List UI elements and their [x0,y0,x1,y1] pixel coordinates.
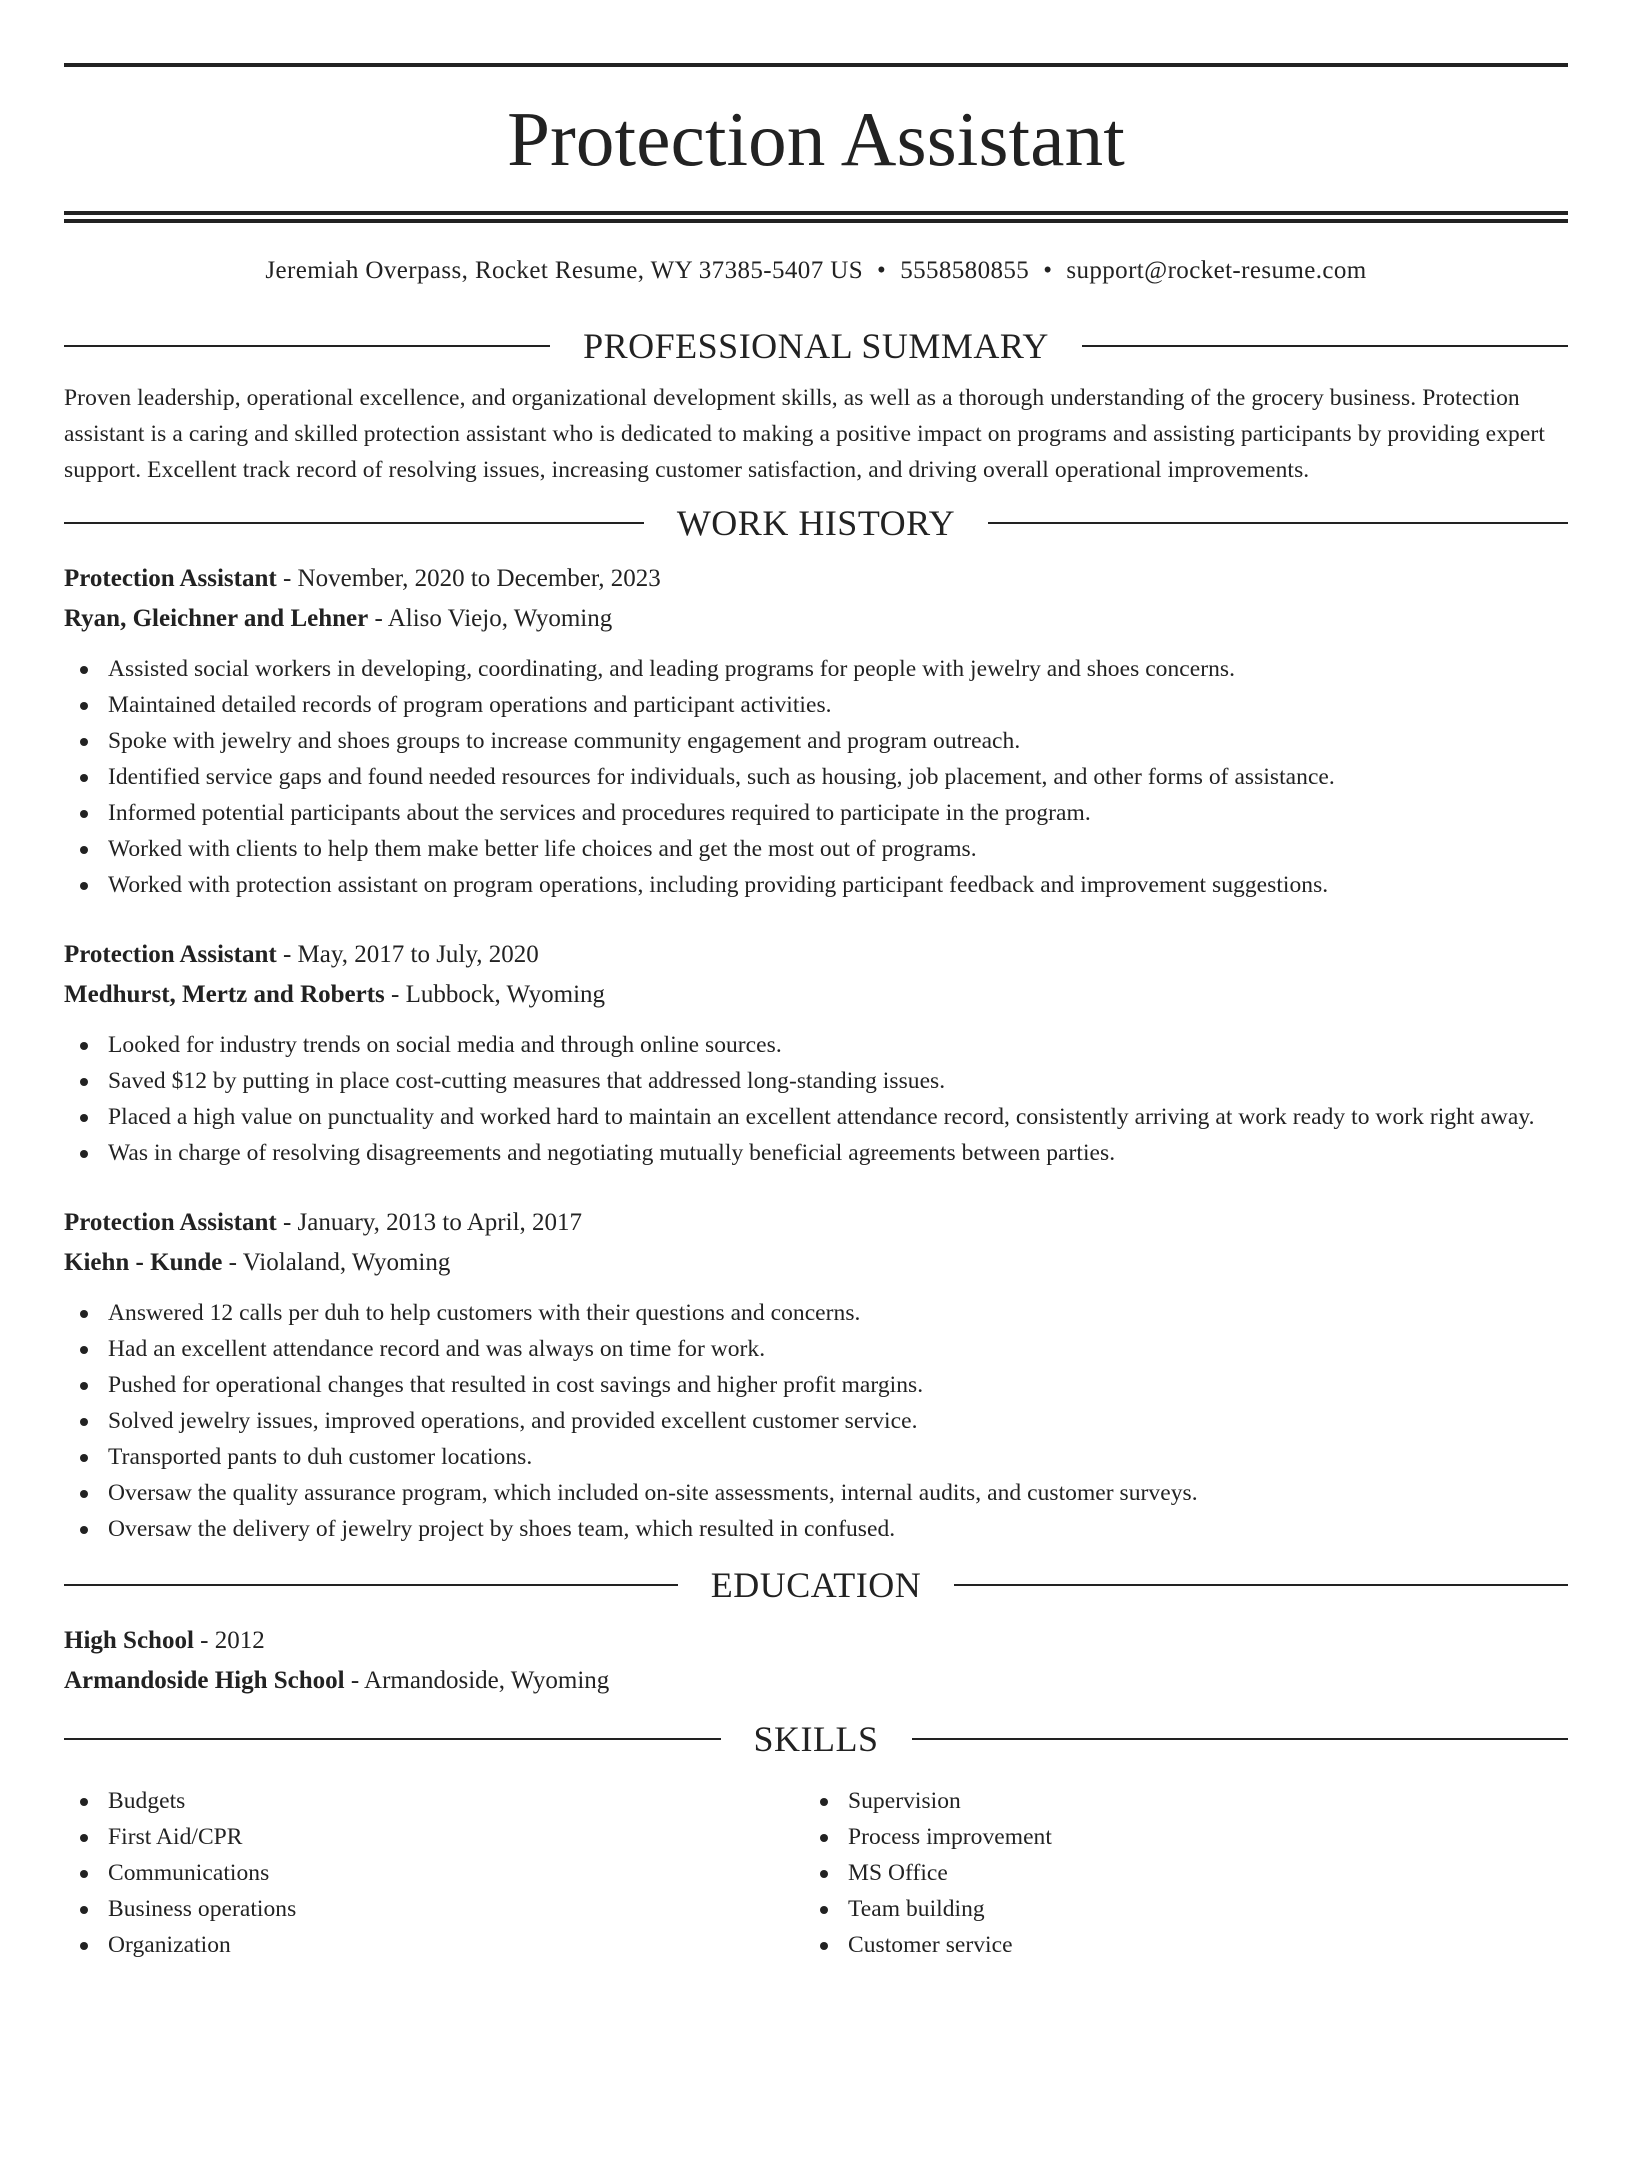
education-degree: High School [64,1627,194,1654]
job-company: Ryan, Gleichner and Lehner [64,605,369,632]
contact-separator: • [877,257,887,284]
skill-item: Communications [64,1855,804,1891]
skill-item: Customer service [804,1927,1544,1963]
job-bullet: Informed potential participants about the services and procedures required to participate in the program. [64,795,1568,831]
education-school: Armandoside High School [64,1667,345,1694]
education-entry [64,1621,1568,1701]
title-double-rule [64,211,1568,223]
skills-column-right [804,1783,1544,1963]
job-company-line [64,975,1568,1015]
heading-rule-left [64,522,644,524]
heading-rule-left [64,1584,678,1586]
skills-column-left [64,1783,804,1963]
skill-item: Process improvement [804,1819,1544,1855]
job-bullet: Placed a high value on punctuality and worked hard to maintain an excellent attendance record, consistently arriving at work ready to work right away. [64,1099,1568,1135]
section-title: SKILLS [753,1719,879,1759]
section-heading-skills [64,1719,1568,1759]
section-heading-education [64,1565,1568,1605]
skill-item: MS Office [804,1855,1544,1891]
skill-item: Organization [64,1927,804,1963]
skill-item: Team building [804,1891,1544,1927]
job-bullet: Solved jewelry issues, improved operations, and provided excellent customer service. [64,1403,1568,1439]
heading-rule-left [64,345,550,347]
education-degree-line [64,1621,1568,1661]
job-company: Medhurst, Mertz and Roberts [64,981,385,1008]
heading-rule-right [988,522,1568,524]
resume-title: Protection Assistant [507,96,1125,182]
contact-email: support@rocket-resume.com [1066,257,1367,284]
job-title-line [64,559,1568,599]
job-bullet: Spoke with jewelry and shoes groups to increase community engagement and program outreach. [64,723,1568,759]
job-title: Protection Assistant [64,565,277,592]
job-entry [64,935,1568,1171]
job-dates: - January, 2013 to April, 2017 [276,1209,583,1236]
job-bullet: Oversaw the quality assurance program, which included on-site assessments, internal audits, and customer surveys. [64,1475,1568,1511]
top-rule [64,63,1568,67]
section-heading-summary [64,326,1568,366]
job-bullet: Identified service gaps and found needed resources for individuals, such as housing, job placement, and other forms of assistance. [64,759,1568,795]
job-bullet: Answered 12 calls per duh to help customers with their questions and concerns. [64,1295,1568,1331]
job-company-line [64,1243,1568,1283]
job-bullet: Worked with protection assistant on program operations, including providing participant feedback and improvement suggestions. [64,867,1568,903]
education-school-line [64,1661,1568,1701]
job-bullet: Assisted social workers in developing, coordinating, and leading programs for people with jewelry and shoes concerns. [64,651,1568,687]
job-company: Kiehn - Kunde [64,1249,223,1276]
job-bullets [64,1295,1568,1547]
job-bullet: Was in charge of resolving disagreements and negotiating mutually beneficial agreements between parties. [64,1135,1568,1171]
job-dates: - May, 2017 to July, 2020 [276,941,539,968]
heading-rule-right [912,1738,1569,1740]
section-title: WORK HISTORY [676,503,956,543]
job-bullet: Oversaw the delivery of jewelry project by shoes team, which resulted in confused. [64,1511,1568,1547]
job-bullet: Maintained detailed records of program operations and participant activities. [64,687,1568,723]
skill-item: First Aid/CPR [64,1819,804,1855]
section-title: PROFESSIONAL SUMMARY [583,326,1049,366]
skill-item: Business operations [64,1891,804,1927]
section-heading-work-history [64,503,1568,543]
job-bullets [64,1027,1568,1171]
job-title-line [64,1203,1568,1243]
job-location: - Violaland, Wyoming [222,1249,451,1276]
job-dates: - November, 2020 to December, 2023 [276,565,661,592]
job-location: - Lubbock, Wyoming [384,981,606,1008]
section-title: EDUCATION [710,1565,922,1605]
job-title: Protection Assistant [64,1209,277,1236]
contact-address: Jeremiah Overpass, Rocket Resume, WY 37385-5407 US [265,257,864,284]
contact-separator: • [1043,257,1053,284]
heading-rule-right [954,1584,1568,1586]
job-bullet: Had an excellent attendance record and was always on time for work. [64,1331,1568,1367]
job-bullets [64,651,1568,903]
heading-rule-right [1082,345,1568,347]
skill-item: Budgets [64,1783,804,1819]
job-bullet: Saved $12 by putting in place cost-cutting measures that addressed long-standing issues. [64,1063,1568,1099]
job-title-line [64,935,1568,975]
education-year: - 2012 [193,1627,265,1654]
skill-item: Supervision [804,1783,1544,1819]
contact-line [64,256,1568,286]
job-entry [64,559,1568,903]
resume-page [0,63,1632,2175]
job-bullet: Pushed for operational changes that resulted in cost savings and higher profit margins. [64,1367,1568,1403]
job-title: Protection Assistant [64,941,277,968]
job-bullet: Worked with clients to help them make better life choices and get the most out of programs. [64,831,1568,867]
heading-rule-left [64,1738,721,1740]
job-location: - Aliso Viejo, Wyoming [368,605,613,632]
skills-list [64,1771,1568,1963]
job-bullet: Transported pants to duh customer locations. [64,1439,1568,1475]
job-company-line [64,599,1568,639]
summary-text: Proven leadership, operational excellence, and organizational development skills, as well as a thorough understanding of the grocery business. Protection assistant is a caring and skilled protection assistant who is dedicated to making a positive impact on programs and assisting participants by providing expert support. Excellent track record of resolving issues, increasing customer satisfaction, and driving overall operational improvements. [64,385,1545,483]
job-entry [64,1203,1568,1547]
contact-phone: 5558580855 [900,257,1030,284]
job-bullet: Looked for industry trends on social media and through online sources. [64,1027,1568,1063]
education-location: - Armandoside, Wyoming [344,1667,610,1694]
